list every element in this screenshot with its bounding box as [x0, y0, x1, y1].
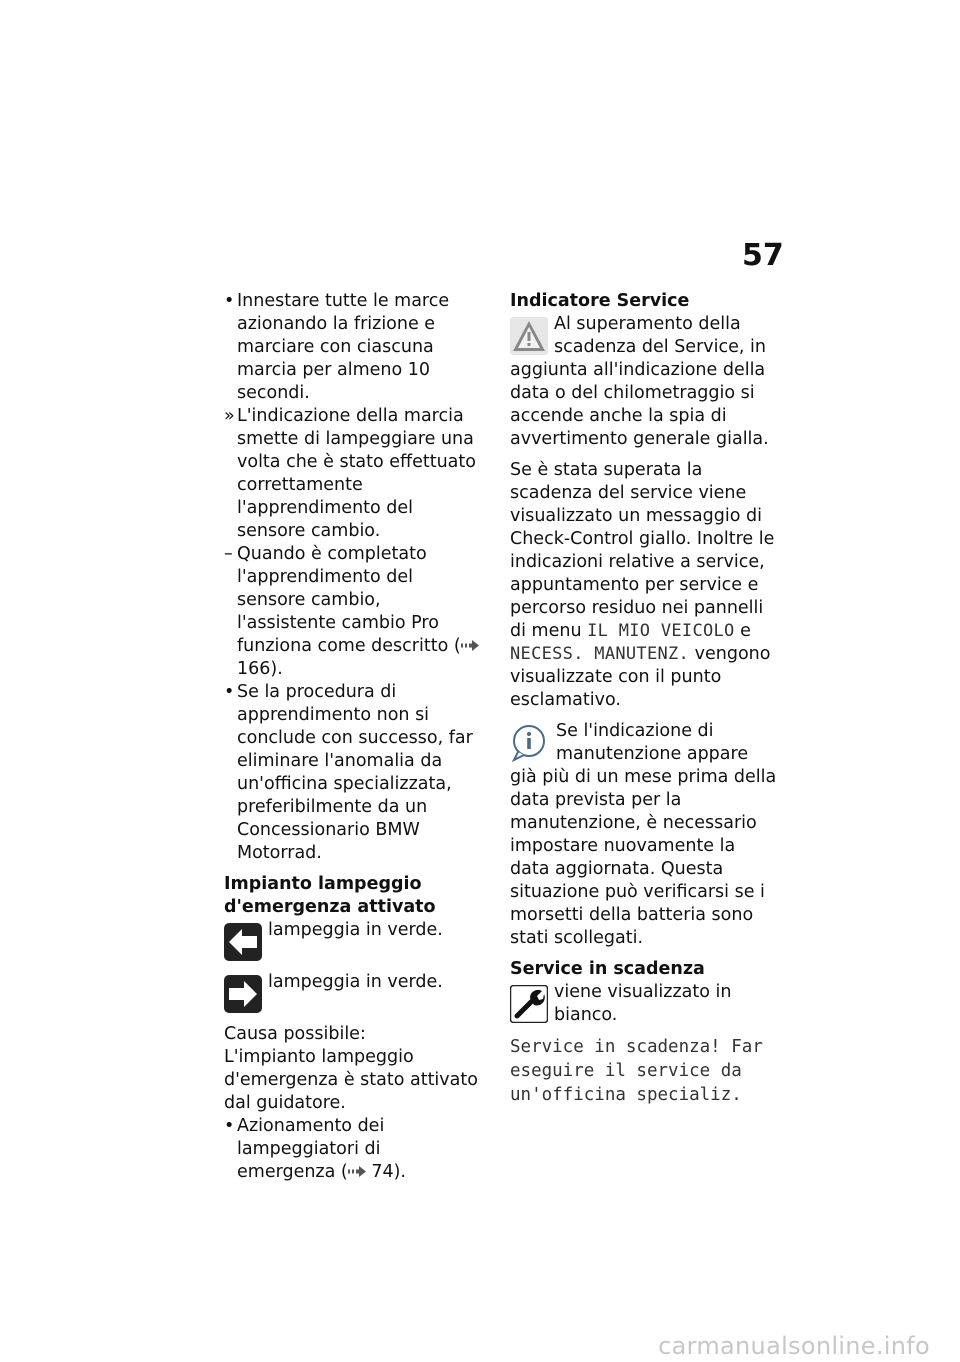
instruction-bullet — [224, 290, 480, 405]
left-arrow-text: lampeggia in verde. — [268, 920, 443, 940]
bullet-marker: • — [224, 291, 235, 311]
conjunction-text: e — [734, 621, 751, 641]
instruction-bullet — [224, 1115, 480, 1184]
bullet-marker: • — [224, 682, 235, 702]
page-number: 57 — [742, 238, 784, 273]
menu-name-my-vehicle: IL MIO VEICOLO — [587, 621, 735, 641]
wrench-row — [510, 981, 778, 1027]
info-text: Se l'indicazione di manutenzione appare già più di un mese prima della data prevista per la manutenzione, è necessario impostare nuovamente la data aggiornata. Questa situazione può verificarsi se i morsetti della batteria sono stati scollegati. — [510, 721, 777, 948]
dash-item — [224, 543, 480, 681]
check-control-text: Se è stata superata la scadenza del service viene visualizzato un messaggio di Check-Control giallo. Inoltre le indicazioni relative a service, appuntamento per service e percorso residuo nei pannelli di menu — [510, 460, 775, 641]
result-item — [224, 405, 480, 543]
dash-text: Quando è completato l'apprendimento del sensore cambio, l'assistente cambio Pro funziona come descritto ( — [237, 544, 461, 656]
info-icon — [510, 724, 550, 762]
watermark: carmanualsonline.info — [658, 1332, 930, 1360]
instruction-bullet — [224, 681, 480, 865]
instruction-text: Se la procedura di apprendimento non si conclude con successo, far eliminare l'anomalia da un'officina specializzata, preferibilmente da un Concessionario BMW Motorrad. — [237, 682, 473, 863]
bullet-marker: • — [224, 1116, 235, 1136]
check-control-text-end: vengono visualizzate con il punto esclamativo. — [510, 644, 771, 710]
result-marker: » — [224, 406, 235, 426]
menu-name-maintenance: NECESS. MANUTENZ. — [510, 644, 690, 664]
instruction-text: Innestare tutte le marce azionando la frizione e marciare con ciascuna marcia per almeno 10 secondi. — [237, 291, 450, 403]
right-column — [510, 290, 778, 1107]
wrench-icon — [510, 985, 548, 1023]
warning-triangle-icon — [510, 317, 548, 355]
info-paragraph — [510, 720, 778, 950]
cause-label: Causa possibile: — [224, 1024, 366, 1044]
display-message: Service in scadenza! Far eseguire il service da un'officina specializ. — [510, 1037, 763, 1105]
section-heading: Service in scadenza — [510, 959, 705, 979]
left-arrow-row — [224, 919, 480, 963]
dash-marker: – — [224, 544, 233, 564]
page-reference[interactable]: 166). — [237, 659, 283, 679]
wrench-text: viene visualizzato in bianco. — [554, 982, 732, 1025]
service-indicator-paragraph — [510, 313, 778, 451]
left-column — [224, 290, 480, 1184]
right-arrow-row — [224, 971, 480, 1015]
instruction-text: Azionamento dei lampeggiatori di emergenza ( — [237, 1116, 385, 1182]
page-reference-arrow-icon — [348, 1166, 366, 1177]
page-reference-arrow-icon — [461, 640, 479, 651]
result-text: L'indicazione della marcia smette di lampeggiare una volta che è stato effettuato correttamente l'apprendimento del sensore cambio. — [237, 406, 476, 541]
section-heading: Impianto lampeggio d'emergenza attivato — [224, 874, 436, 917]
section-heading: Indicatore Service — [510, 291, 690, 311]
service-indicator-text: Al superamento della scadenza del Service, in aggiunta all'indicazione della data o del chilometraggio si accende anche la spia di avvertimento generale gialla. — [510, 314, 769, 449]
left-arrow-icon — [224, 923, 262, 961]
right-arrow-icon — [224, 975, 262, 1013]
right-arrow-text: lampeggia in verde. — [268, 972, 443, 992]
cause-text: L'impianto lampeggio d'emergenza è stato attivato dal guidatore. — [224, 1047, 478, 1113]
check-control-paragraph — [510, 459, 778, 712]
page-reference[interactable]: 74). — [371, 1162, 406, 1182]
